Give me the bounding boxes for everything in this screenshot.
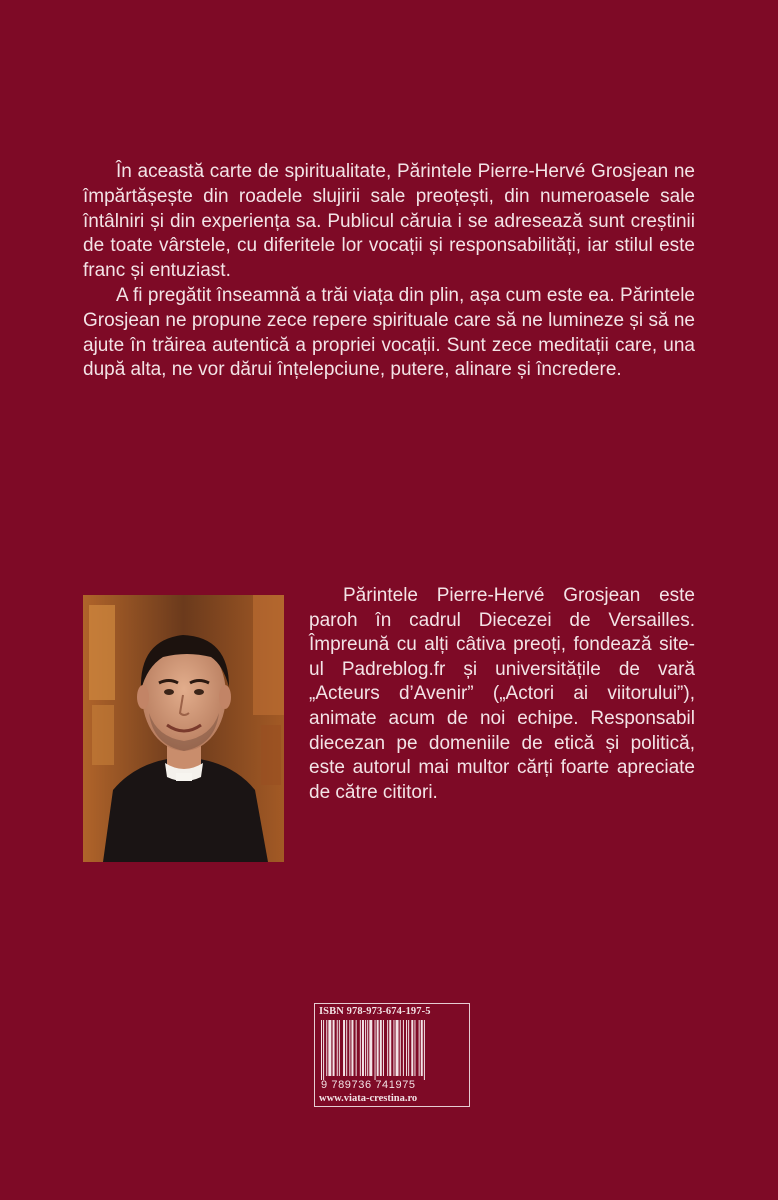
author-bio (309, 584, 695, 805)
isbn-barcode (314, 1003, 470, 1107)
author-photo (83, 595, 284, 862)
blurb-paragraph-1: În această carte de spiritualitate, Părintele Pierre-Hervé Grosjean ne împărtășește din roadele slujirii sale preoțești, din numeroasele sale întâlniri și din experiența sa. Publicul căruia i se adresează sunt creștinii de toate vârstele, cu diferitele lor vocații și responsabilități, iar stilul este franc și entuziast. (83, 161, 695, 282)
ean-digits: 9 789736 741975 (321, 1079, 416, 1091)
isbn-label: ISBN 978-973-674-197-5 (319, 1006, 431, 1017)
blurb-paragraph-2: A fi pregătit înseamnă a trăi viața din plin, așa cum este ea. Părintele Grosjean ne propune zece repere spirituale care să ne lumineze și să ne ajute în trăirea autentică a propriei vocații. Sunt zece meditații care, una după alta, ne vor dărui înțelepciune, putere, alinare și încredere. (83, 284, 695, 381)
barcode-bars (320, 1020, 465, 1080)
publisher-website: www.viata-crestina.ro (319, 1093, 418, 1104)
author-bio-text: Părintele Pierre-Hervé Grosjean este paroh în cadrul Diecezei de Versailles. Împreună cu alți câtiva preoți, fondează site-ul Padreblog.fr și universitățile de vară „Acteurs d’Avenir” („Actori ai viitorului”), animate acum de noi echipe. Responsabil diecezan pe domeniile de etică și politică, este autorul mai multor cărți foarte apreciate de către cititori. (309, 585, 695, 803)
back-cover-blurb (83, 160, 695, 383)
